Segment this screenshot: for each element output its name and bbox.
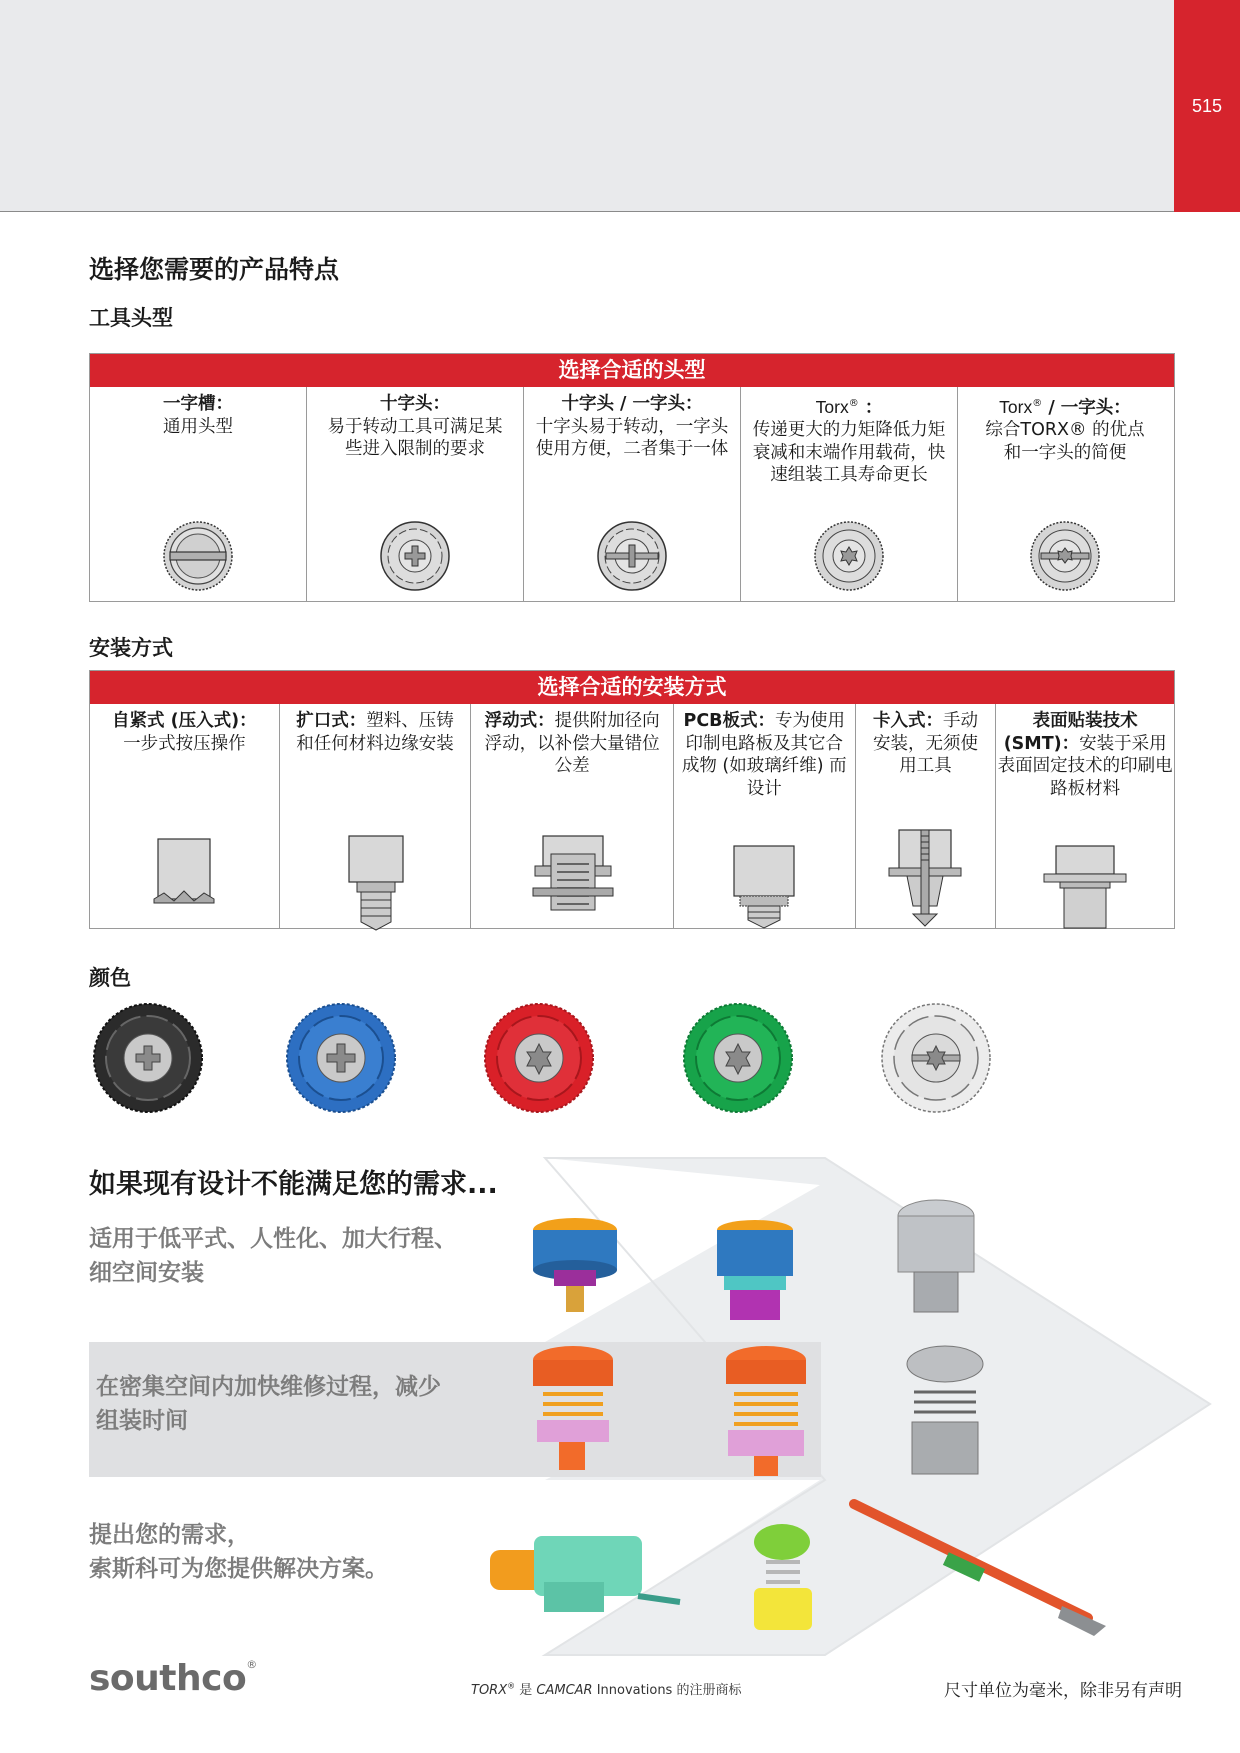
torx-label: Torx bbox=[999, 396, 1033, 417]
col-text: 易于转动工具可满足某些进入限制的要求 bbox=[327, 416, 503, 459]
install-panel-title: 选择合适的安装方式 bbox=[90, 671, 1174, 704]
ergonomic-fastener-icon bbox=[710, 1212, 800, 1327]
install-label: 安装方式 bbox=[89, 636, 173, 660]
captive-screw-icon bbox=[730, 1522, 830, 1642]
tm-torx: TORX bbox=[471, 1683, 508, 1698]
tm-reg: ® bbox=[507, 1681, 516, 1691]
custom-row3-text bbox=[89, 1518, 388, 1586]
latch-assembly-icon bbox=[488, 1526, 684, 1626]
reg-mark: ® bbox=[1032, 398, 1043, 409]
low-profile-fastener-icon bbox=[528, 1210, 623, 1320]
col-bold: 十字头： bbox=[380, 394, 450, 414]
col-text: 专为使用印制电路板及其它合成物 (如玻璃纤维) 而设计 bbox=[681, 711, 847, 799]
tool-head-label: 工具头型 bbox=[89, 306, 173, 330]
units-note: 尺寸单位为毫米，除非另有声明 bbox=[944, 1681, 1182, 1701]
col-bold: 卡入式： bbox=[872, 711, 943, 731]
southco-logo bbox=[89, 1658, 257, 1699]
col-text: 通用头型 bbox=[163, 416, 233, 437]
page-number: 515 bbox=[1191, 96, 1223, 116]
col-bold: 表面贴装技术 (SMT)： bbox=[1003, 711, 1138, 754]
spring-fastener-b-icon bbox=[718, 1342, 814, 1482]
long-stroke-fastener-icon bbox=[888, 1196, 984, 1320]
custom-row1-text bbox=[89, 1222, 457, 1290]
col-bold: PCB板式： bbox=[683, 711, 776, 731]
trademark-note bbox=[471, 1679, 741, 1698]
row1-line2: 细空间安装 bbox=[89, 1260, 204, 1286]
page-title: 选择您需要的产品特点 bbox=[89, 255, 340, 284]
plunger-assembly-icon bbox=[848, 1494, 1118, 1638]
spring-fastener-a-icon bbox=[525, 1342, 621, 1472]
col-bold: 十字头 / 一字头： bbox=[561, 394, 703, 414]
custom-title: 如果现有设计不能满足您的需求... bbox=[89, 1169, 498, 1200]
col-text: 提供附加径向浮动，以补偿大量错位公差 bbox=[484, 711, 660, 776]
custom-row2-text bbox=[96, 1370, 441, 1438]
col-text: 手动安装，无须使用工具 bbox=[872, 711, 978, 776]
tm-is: 是 bbox=[515, 1683, 537, 1698]
col-bold: / 一字头： bbox=[1042, 397, 1131, 418]
col-bold: ： bbox=[858, 397, 883, 418]
col-bold: 一字槽： bbox=[163, 394, 233, 414]
reg-mark: ® bbox=[848, 398, 859, 409]
col-text: 传递更大的力矩降低力矩衰减和末端作用载荷，快速组装工具寿命更长 bbox=[752, 420, 946, 486]
tm-rest: Innovations 的注册商标 bbox=[592, 1683, 742, 1698]
color-label: 颜色 bbox=[89, 966, 131, 990]
col-text: 塑料、压铸和任何材料边缘安装 bbox=[296, 711, 454, 754]
col-bold: 自紧式 (压入式)： bbox=[112, 711, 257, 731]
logo-reg: ® bbox=[246, 1658, 257, 1671]
col-text: 综合TORX® 的优点和一字头的简便 bbox=[985, 420, 1145, 463]
logo-text: southco bbox=[89, 1658, 247, 1699]
row3-line2: 索斯科可为您提供解决方案。 bbox=[89, 1556, 388, 1582]
row3-line1: 提出您的需求， bbox=[89, 1522, 250, 1548]
row2-line1: 在密集空间内加快维修过程，减少 bbox=[96, 1374, 441, 1400]
col-text: 安装于采用表面固定技术的印刷电路板材料 bbox=[997, 733, 1173, 799]
tm-camcar: CAMCAR bbox=[536, 1683, 593, 1698]
col-bold: 扩口式： bbox=[296, 711, 367, 731]
torx-label: Torx bbox=[815, 396, 849, 417]
tool-head-panel-title: 选择合适的头型 bbox=[90, 354, 1174, 387]
col-text: 一步式按压操作 bbox=[123, 733, 246, 754]
col-bold: 浮动式： bbox=[484, 711, 555, 731]
row2-line2: 组装时间 bbox=[96, 1408, 188, 1434]
row1-line1: 适用于低平式、人性化、加大行程、 bbox=[89, 1226, 457, 1252]
col-text: 十字头易于转动，一字头使用方便，二者集于一体 bbox=[535, 416, 729, 459]
spring-fastener-metal-icon bbox=[900, 1342, 990, 1482]
